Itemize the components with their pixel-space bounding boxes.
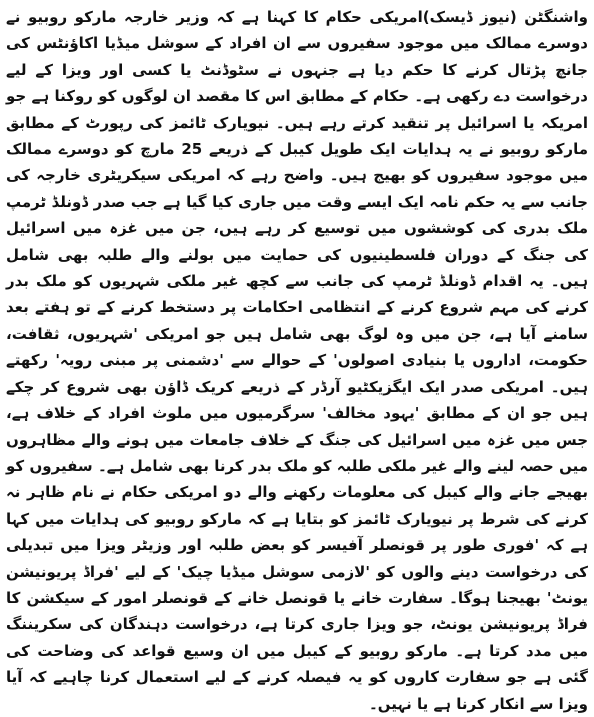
article-dateline: واشنگٹن (نیوز ڈیسک): [422, 8, 588, 26]
article-body: امریکی حکام کا کہنا ہے کہ وزیر خارجہ مارکو روبیو نے دوسرے ممالک میں موجود سفیروں سے ان افراد کے سوشل میڈیا اکاؤنٹس کی جانچ پڑتال کرنے کا حکم دیا ہے جنہوں نے سٹوڈنٹ یا کسی اور ویزا کے لیے درخواست دے رکھی ہے۔ حکام کے مطابق اس کا مقصد ان لوگوں کو روکنا ہے جو امریکہ یا اسرائیل پر تنقید کرتے رہے ہیں۔ نیویارک ٹائمز کی رپورٹ کے مطابق مارکو روبیو نے یہ ہدایات ایک طویل کیبل کے ذریعے 25 مارچ کو دوسرے ممالک میں موجود سفیروں کو بھیج ہیں۔ واضح رہے کہ امریکی سیکریٹری خارجہ کی جانب سے یہ حکم نامہ ایک ایسے وقت میں جاری کیا گیا ہے جب صدر ڈونلڈ ٹرمپ ملک بدری کی کوششوں میں توسیع کر رہے ہیں، جن میں غزہ میں اسرائیل کی جنگ کے دوران فلسطینیوں کی حمایت میں بولنے والے طلبہ بھی شامل ہیں۔ یہ اقدام ڈونلڈ ٹرمپ کی جانب سے کچھ غیر ملکی شہریوں کو ملک بدر کرنے کی مہم شروع کرنے کے انتظامی احکامات پر دستخط کرنے کے تو ہفتے بعد سامنے آیا ہے، جن میں وہ لوگ بھی شامل ہیں جو امریکی 'شہریوں، ثقافت، حکومت، اداروں یا بنیادی اصولوں' کے حوالے سے 'دشمنی پر مبنی رویہ' رکھتے ہیں۔ امریکی صدر ایک ایگزیکٹیو آرڈر کے ذریعے کریک ڈاؤن بھی شروع کر چکے ہیں جو ان کے مطابق 'یہود مخالف' سرگرمیوں میں ملوث افراد کے خلاف ہے، جس میں غزہ میں اسرائیل کی جنگ کے خلاف جامعات میں ہونے والے مظاہروں میں حصہ لینے والے غیر ملکی طلبہ کو ملک بدر کرنا بھی شامل ہے۔ سفیروں کو بھیجے جانے والے کیبل کی معلومات رکھنے والے دو امریکی حکام نے نام ظاہر نہ کرنے کی شرط پر نیویارک ٹائمز کو بتایا ہے کہ مارکو روبیو کی ہدایات میں کہا ہے کہ 'فوری طور پر قونصلر آفیسر کو بعض طلبہ اور وزیٹر ویزا میں تبدیلی کی درخواست دینے والوں کو 'لازمی سوشل میڈیا چیک' کے لیے 'فراڈ پریونیشن یونٹ' بھیجنا ہوگا۔ سفارت خانے یا قونصل خانے کے قونصلر امور کے سیکشن کا فراڈ پریونیشن یونٹ، جو ویزا جاری کرتا ہے، درخواست دہندگان کی سکریننگ میں مدد کرتا ہے۔ مارکو روبیو کے کیبل میں ان وسیع قواعد کی وضاحت کی گئی ہے جو سفارت کاروں کو یہ فیصلہ کرنے کے لیے استعمال کرنا چاہیے کہ آیا ویزا سے انکار کرنا ہے یا نہیں۔: [6, 8, 588, 713]
article-text: [6, 4, 588, 717]
